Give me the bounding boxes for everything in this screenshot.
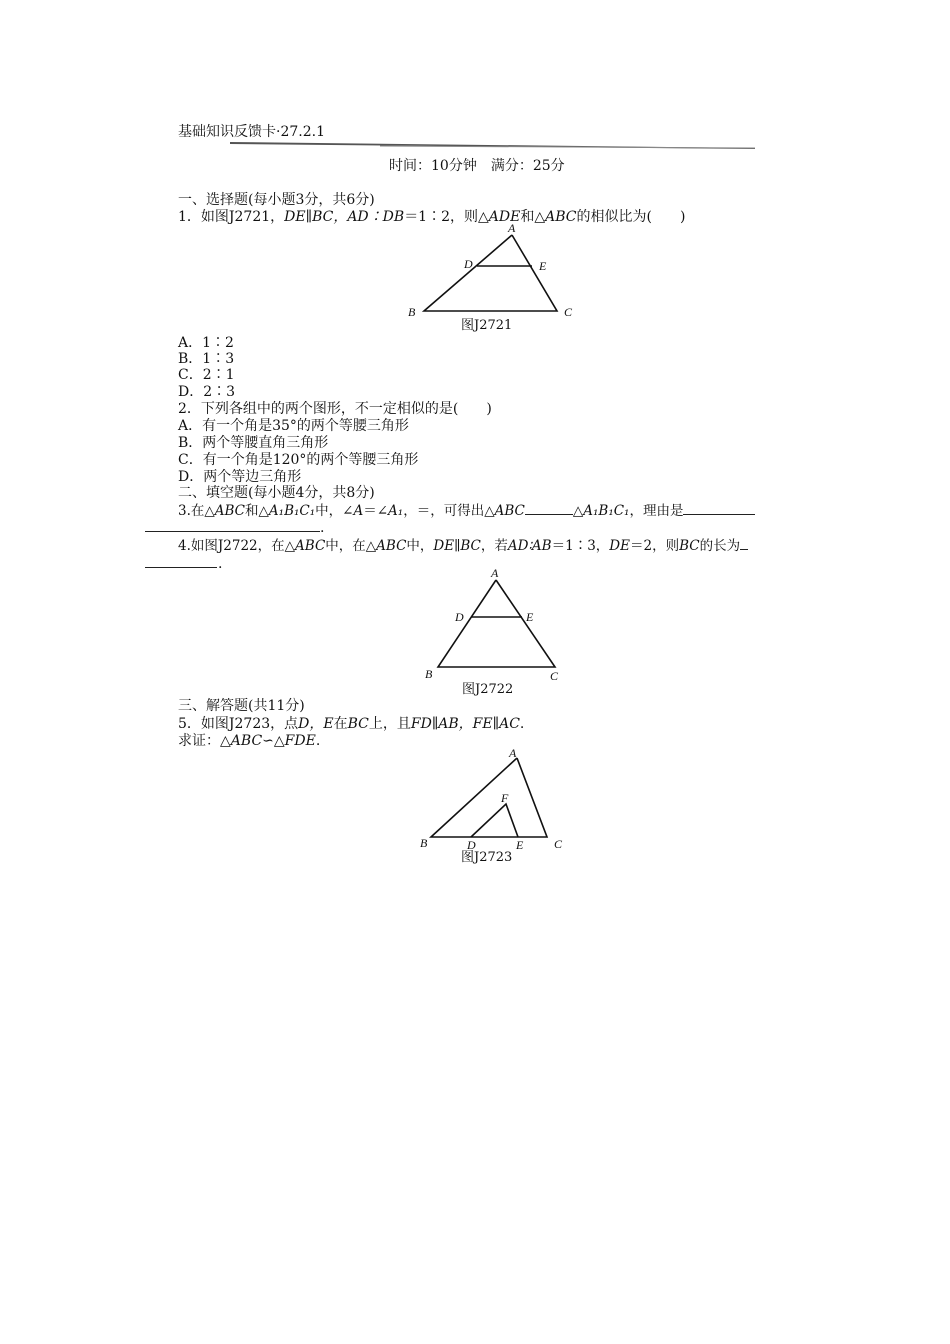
q2-option-d: D．两个等边三角形 xyxy=(178,469,302,485)
header-rule xyxy=(230,138,755,152)
q1-option-a: A．1∶2 xyxy=(178,335,234,351)
fig3-label-D: D xyxy=(467,838,476,852)
page-title: 基础知识反馈卡·27.2.1 xyxy=(178,124,325,140)
fig2-label-A: A xyxy=(491,566,499,580)
fig1-label-A: A xyxy=(508,222,516,235)
fig1-triangle xyxy=(424,235,557,311)
fig2-label-E: E xyxy=(526,610,534,624)
q2-option-b: B．两个等腰直角三角形 xyxy=(178,435,329,451)
q3-end-period: . xyxy=(320,520,325,536)
time-info: 时间：10分钟 满分：25分 xyxy=(389,158,565,174)
figure-caption-j2722: 图J2722 xyxy=(462,682,514,697)
q1-text: 1．如图J2721，DE∥BC，AD∶DB＝1∶2，则△ADE和△ABC的相似比为( ) xyxy=(178,209,686,225)
q2-option-c: C．有一个角是120°的两个等腰三角形 xyxy=(178,452,419,468)
figure-caption-j2723: 图J2723 xyxy=(461,850,513,865)
q5-proof: 求证：△ABC∽△FDE. xyxy=(178,733,321,749)
fig1-label-C: C xyxy=(564,305,573,319)
figure-j2721 xyxy=(400,222,590,322)
q1-option-c: C．2∶1 xyxy=(178,367,235,383)
q3-blank-1[interactable] xyxy=(525,502,573,515)
fig1-label-B: B xyxy=(408,305,416,319)
q4-blank[interactable] xyxy=(740,537,748,550)
fig3-label-B: B xyxy=(420,836,428,850)
fig1-label-E: E xyxy=(539,259,547,273)
fig3-label-C: C xyxy=(554,837,563,851)
figure-j2723 xyxy=(415,745,575,855)
fig2-label-C: C xyxy=(550,669,559,683)
q4-blank-continuation[interactable] xyxy=(145,567,217,568)
fig3-triangles xyxy=(431,758,547,837)
q3-blank-continuation[interactable] xyxy=(145,531,320,532)
fig1-label-D: D xyxy=(464,257,473,271)
q2-option-a: A．有一个角是35°的两个等腰三角形 xyxy=(178,418,409,434)
figure-j2722 xyxy=(415,565,575,685)
q4-end-period: . xyxy=(218,556,223,572)
q4-text: 4.如图J2722，在△ABC中，在△ABC中，DE∥BC，若AD∶AB＝1∶3，DE＝2，则BC的长为 xyxy=(178,537,748,554)
section3-heading: 三、解答题(共11分) xyxy=(178,698,305,714)
q1-option-d: D．2∶3 xyxy=(178,384,236,400)
q3-text: 3.在△ABC和△A₁B₁C₁中，∠A＝∠A₁，＝，可得出△ABC △A₁B₁C₁，理由是 xyxy=(178,502,755,519)
fig3-label-E: E xyxy=(516,838,524,852)
fig3-label-A: A xyxy=(509,746,517,760)
section2-heading: 二、填空题(每小题4分，共8分) xyxy=(178,485,375,501)
fig2-label-D: D xyxy=(455,610,464,624)
q2-text: 2．下列各组中的两个图形，不一定相似的是( ) xyxy=(178,401,492,417)
q3-blank-2[interactable] xyxy=(683,502,755,515)
fig2-label-B: B xyxy=(425,667,433,681)
figure-caption-j2721: 图J2721 xyxy=(461,318,513,333)
q1-option-b: B．1∶3 xyxy=(178,351,235,367)
q5-text: 5．如图J2723，点D，E在BC上，且FD∥AB，FE∥AC. xyxy=(178,716,525,732)
section1-heading: 一、选择题(每小题3分，共6分) xyxy=(178,192,375,208)
fig3-label-F: F xyxy=(501,791,509,805)
